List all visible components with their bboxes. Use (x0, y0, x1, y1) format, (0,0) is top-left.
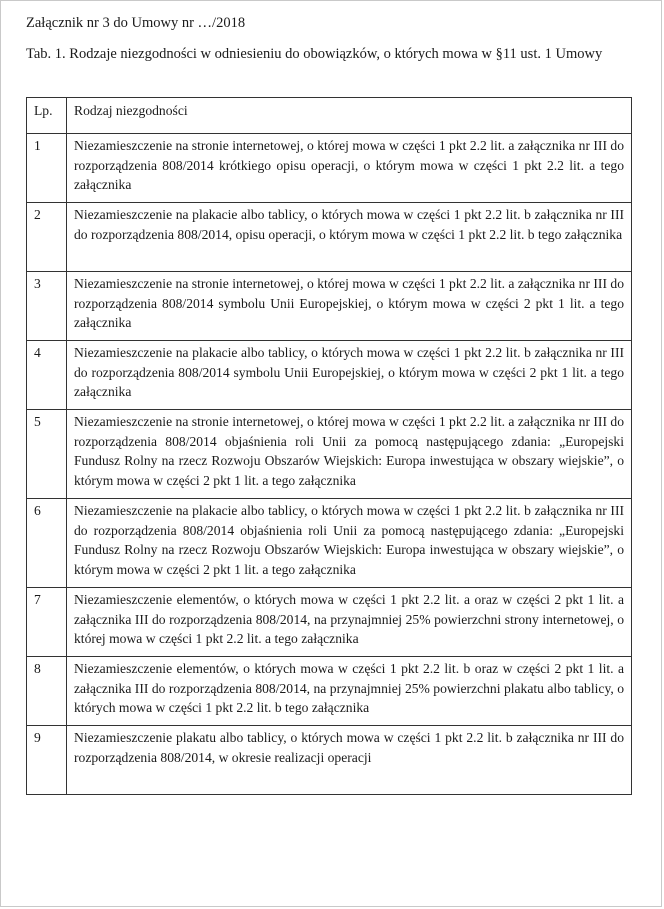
row-description: Niezamieszczenie elementów, o których mowa w części 1 pkt 2.2 lit. a oraz w części 2 pkt 1 lit. a załącznika III do rozporządzenia 808/2014, na przynajmniej 25% powierzchni strony internetowej, o której mowa w części 1 pkt 2.2 lit. a tego załącznika (67, 588, 632, 657)
header-description: Rodzaj niezgodności (67, 98, 632, 134)
table-row (27, 657, 632, 726)
row-description: Niezamieszczenie plakatu albo tablicy, o których mowa w części 1 pkt 2.2 lit. b załącznika nr III do rozporządzenia 808/2014, w okresie realizacji operacji (67, 726, 632, 795)
row-number: 6 (27, 499, 67, 588)
row-number: 5 (27, 410, 67, 499)
row-number: 8 (27, 657, 67, 726)
row-description: Niezamieszczenie na plakacie albo tablicy, o których mowa w części 1 pkt 2.2 lit. b załącznika nr III do rozporządzenia 808/2014, opisu operacji, o którym mowa w części 1 pkt 2.2 lit. b tego załącznika (67, 203, 632, 272)
row-description: Niezamieszczenie elementów, o których mowa w części 1 pkt 2.2 lit. b oraz w części 2 pkt 1 lit. a załącznika III do rozporządzenia 808/2014, na przynajmniej 25% powierzchni plakatu albo tablicy, o których mowa w części 1 pkt 2.2 lit. b tego załącznika (67, 657, 632, 726)
table-header-row (27, 98, 632, 134)
header-lp: Lp. (27, 98, 67, 134)
row-description: Niezamieszczenie na stronie internetowej, o której mowa w części 1 pkt 2.2 lit. a załącznika nr III do rozporządzenia 808/2014 krótkiego opisu operacji, o którym mowa w części 1 pkt 2.2 lit. a tego załącznika (67, 134, 632, 203)
table-row (27, 203, 632, 272)
row-description: Niezamieszczenie na plakacie albo tablicy, o których mowa w części 1 pkt 2.2 lit. b załącznika nr III do rozporządzenia 808/2014 symbolu Unii Europejskiej, o którym mowa w części 2 pkt 1 lit. a tego załącznika (67, 341, 632, 410)
table-row (27, 588, 632, 657)
table-row (27, 410, 632, 499)
table-row (27, 272, 632, 341)
row-number: 3 (27, 272, 67, 341)
row-description: Niezamieszczenie na stronie internetowej, o której mowa w części 1 pkt 2.2 lit. a załącznika nr III do rozporządzenia 808/2014 symbolu Unii Europejskiej, o którym mowa w części 2 pkt 1 lit. a tego załącznika (67, 272, 632, 341)
table-row (27, 499, 632, 588)
annex-heading: Załącznik nr 3 do Umowy nr …/2018 (26, 15, 246, 31)
nonconformity-table (26, 97, 632, 795)
table-caption: Tab. 1. Rodzaje niezgodności w odniesieniu do obowiązków, o których mowa w §11 ust. 1 Umowy (26, 46, 603, 62)
row-number: 2 (27, 203, 67, 272)
table-row (27, 134, 632, 203)
row-number: 7 (27, 588, 67, 657)
row-description: Niezamieszczenie na plakacie albo tablicy, o których mowa w części 1 pkt 2.2 lit. b załącznika nr III do rozporządzenia 808/2014 objaśnienia roli Unii za pomocą następującego zdania: „Europejski Fundusz Rolny na rzecz Rozwoju Obszarów Wiejskich: Europa inwestująca w obszary wiejskie”, o którym mowa w części 2 pkt 1 lit. a tego załącznika (67, 499, 632, 588)
table-row (27, 341, 632, 410)
row-number: 1 (27, 134, 67, 203)
row-description: Niezamieszczenie na stronie internetowej, o której mowa w części 1 pkt 2.2 lit. a załącznika nr III do rozporządzenia 808/2014 objaśnienia roli Unii za pomocą następującego zdania: „Europejski Fundusz Rolny na rzecz Rozwoju Obszarów Wiejskich: Europa inwestująca w obszary wiejskie”, o którym mowa w części 2 pkt 1 lit. a tego załącznika (67, 410, 632, 499)
row-number: 9 (27, 726, 67, 795)
table-row (27, 726, 632, 795)
row-number: 4 (27, 341, 67, 410)
